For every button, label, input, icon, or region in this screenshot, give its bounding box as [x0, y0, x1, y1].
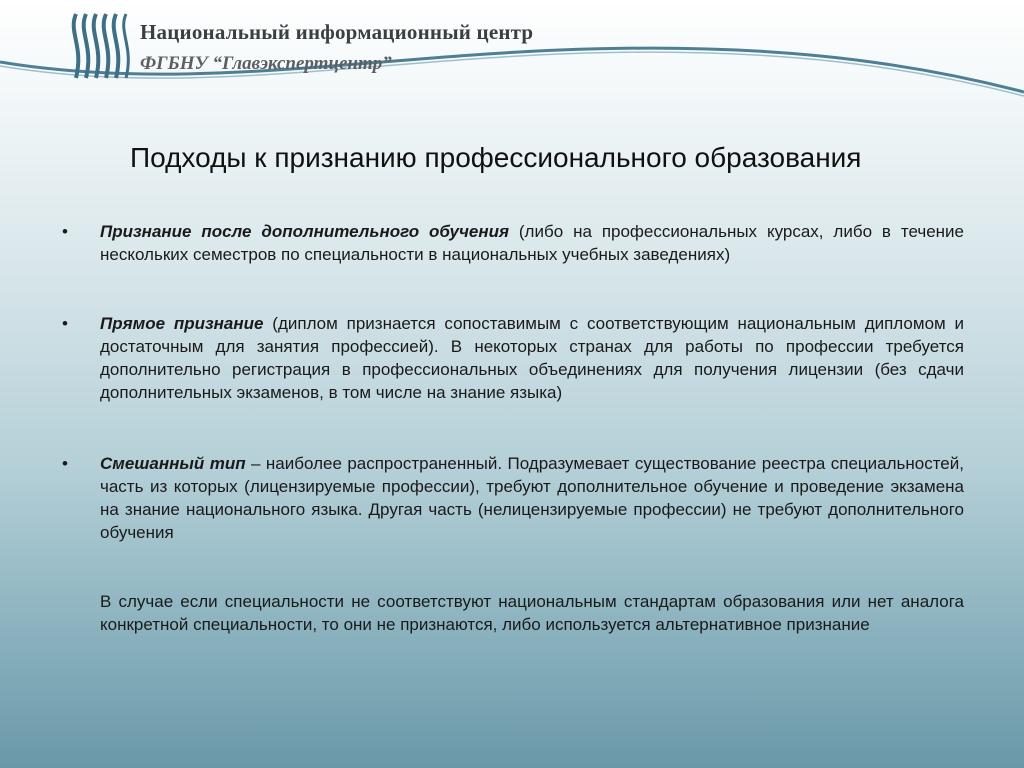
closing-note: В случае если специальности не соответствуют национальным стандартам образования или нет аналога конкретной специальности, то они не признаются, либо используется альтернативное признание [100, 592, 964, 634]
bullet-term: Смешанный тип [100, 454, 246, 473]
page-title: Подходы к признанию профессионального образования [130, 142, 862, 173]
bullet-text: (либо на профессиональных курсах, либо в течение нескольких семестров по специальности в национальных учебных заведениях) [100, 222, 964, 264]
bullet-text: – наиболее распространенный. Подразумевает существование реестра специальностей, часть из которых (лицензируемые профессии), требуют дополнительное обучение и проведение экзамена на знание национального языка. Другая часть (нелицензируемые профессии) не требуют дополнительного обучения [100, 454, 964, 542]
org-title: Национальный информационный центр [140, 20, 534, 44]
bullet-term: Прямое признание [100, 314, 264, 333]
org-subtitle: ФГБНУ “Главэкспертцентр” [140, 53, 392, 74]
wave-stripes-logo-icon [70, 12, 134, 85]
bullet-item-additional-training [60, 220, 964, 266]
header [0, 0, 1024, 110]
slide-content [60, 220, 964, 636]
bullet-icon: • [62, 222, 68, 241]
bullet-item-direct-recognition [60, 312, 964, 404]
bullet-text: (диплом признается сопоставимым с соответствующим национальным дипломом и достаточным для занятия профессией). В некоторых странах для работы по профессии требуется дополнительно регистрация в профессиональных объединениях для получения лицензии (без сдачи дополнительных экзаменов, в том числе на знание языка) [100, 314, 964, 402]
bullet-icon: • [62, 314, 68, 333]
bullet-term: Признание после дополнительного обучения [100, 222, 509, 241]
bullet-item-mixed-type [60, 452, 964, 544]
bullet-icon: • [62, 454, 68, 473]
